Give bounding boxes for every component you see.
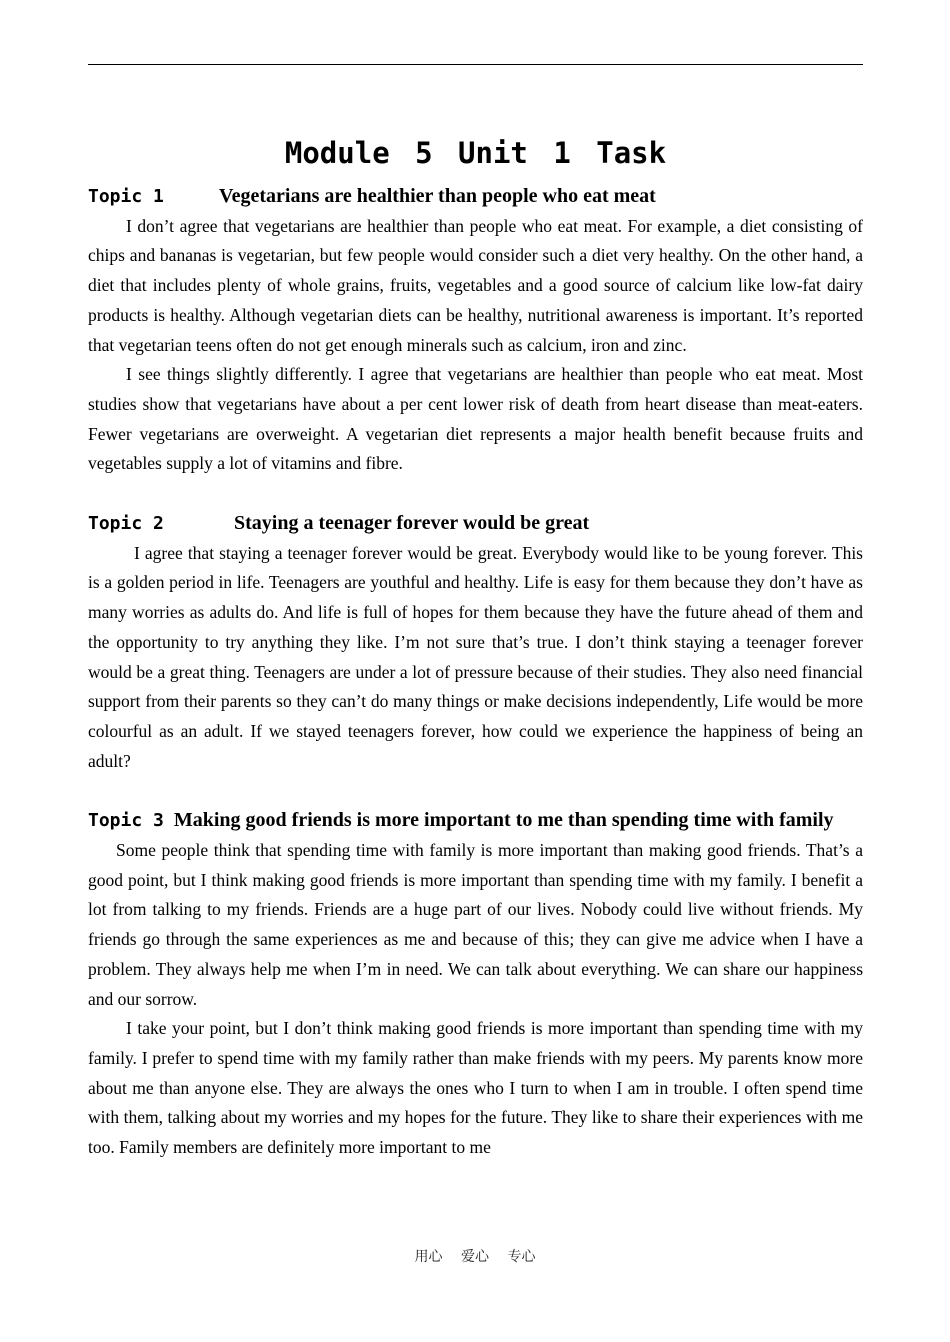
topic-3-paragraph-2: I take your point, but I don’t think making good friends is more important than spending time with my family. I prefer to spend time with my family rather than make friends with my peers. My parents know more about me than anyone else. They are always the ones who I turn to when I am in trouble. I often spend time with them, talking about my worries and my hopes for the future. They like to share their experiences with me too. Family members are definitely more important to me — [88, 1018, 863, 1158]
topic-3-heading — [88, 806, 863, 836]
topic-1-title: Vegetarians are healthier than people who eat meat — [219, 185, 656, 207]
spacer — [88, 479, 863, 509]
header-rule — [88, 64, 863, 65]
topic-2-paragraph-1: I agree that staying a teenager forever would be great. Everybody would like to be young forever. This is a golden period in life. Teenagers are youthful and healthy. Life is easy for them because they don’t have as many worries as adults do. And life is full of hopes for them because they have the future ahead of them and the opportunity to try anything they like. I’m not sure that’s true. I don’t think staying a teenager forever would be a great thing. Teenagers are under a lot of pressure because of their studies. They also need financial support from their parents so they can’t do many things or make decisions independently, Life would be more colourful as an adult. If we stayed teenagers forever, how could we experience the happiness of being an adult? — [88, 542, 863, 771]
topic-3-paragraph-1: Some people think that spending time with family is more important than making good friends. That’s a good point, but I think making good friends is more important than spending time with my family. I benefit a lot from talking to my friends. Friends are a huge part of our lives. Nobody could live without friends. My friends go through the same experiences as me and because of this; they can give me advice when I have a problem. They always help me when I’m in need. We can talk about everything. We can share our happiness and our sorrow. — [88, 840, 863, 1009]
topic-1-heading — [88, 182, 863, 212]
topic-2-label: Topic 2 — [88, 513, 164, 535]
topic-2-heading — [88, 509, 863, 539]
page-footer: 用心 爱心 专心 — [414, 1249, 536, 1265]
topic-3-title: Making good friends is more important to me than spending time with family — [173, 809, 834, 832]
page-title: Module 5 Unit 1 Task — [284, 136, 667, 170]
topic-1-paragraph-1: I don’t agree that vegetarians are healthier than people who eat meat. For example, a diet consisting of chips and bananas is vegetarian, but few people would consider such a diet very healthy. On the other hand, a diet that includes plenty of whole grains, fruits, vegetables and a good source of calcium like low-fat dairy products is healthy. Although vegetarian diets can be healthy, nutritional awareness is important. It’s reported that vegetarian teens often do not get enough minerals such as calcium, iron and zinc. — [88, 215, 863, 355]
document-body — [88, 132, 863, 1163]
topic-3-label: Topic 3 — [88, 810, 164, 832]
topic-1-label: Topic 1 — [88, 186, 164, 207]
topic-1-paragraph-2: I see things slightly differently. I agree that vegetarians are healthier than people who eat meat. Most studies show that vegetarians have about a per cent lower risk of death from heart disease than meat-eaters. Fewer vegetarians are overweight. A vegetarian diet represents a major health benefit because fruits and vegetables supply a lot of vitamins and fibre. — [88, 364, 863, 474]
spacer — [88, 776, 863, 806]
topic-2-title: Staying a teenager forever would be great — [234, 512, 590, 535]
